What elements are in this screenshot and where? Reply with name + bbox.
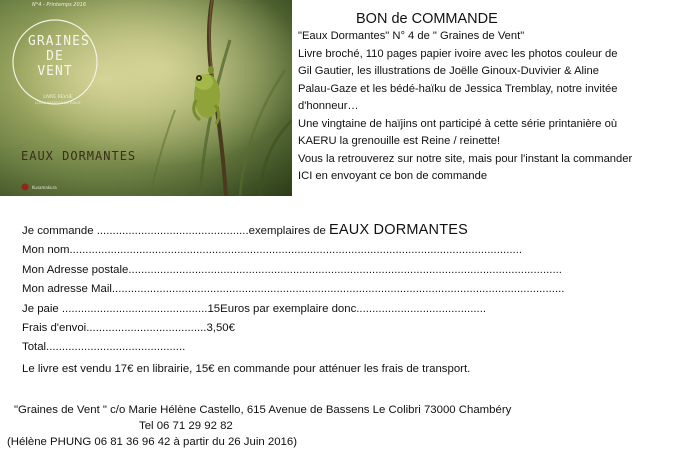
postal-address-field[interactable]: Mon Adresse postale......................................................................................................................................... xyxy=(22,263,562,276)
cover-edition: N°4 - Printemps 2016 xyxy=(32,2,87,8)
order-form xyxy=(22,221,564,379)
description-line: Vous la retrouverez sur notre site, mais pour l'instant la commander xyxy=(298,152,633,165)
contact-alt-phone: (Hélène PHUNG 06 81 36 96 42 à partir du 26 Juin 2016) xyxy=(7,436,298,448)
description-line: Palau-Gaze et les bédé-haïku de Jessica Tremblay, notre invitée xyxy=(298,82,618,95)
brand-line-1: GRAINES xyxy=(28,34,90,49)
cover-image xyxy=(0,0,292,196)
cover-issue-title: EAUX DORMANTES xyxy=(21,149,137,163)
email-field[interactable]: Mon adresse Mail............................................................................................................................................... xyxy=(22,283,565,296)
page-title: BON de COMMANDE xyxy=(356,11,498,27)
order-quantity-field[interactable] xyxy=(22,221,564,241)
cover-brand xyxy=(28,34,90,79)
description-line: d'honneur… xyxy=(298,100,359,112)
cover-publisher: Kusamakura xyxy=(32,185,57,190)
payment-field[interactable]: Je paie ..............................................15Euros par exemplaire donc......................................... xyxy=(22,302,487,315)
description-line: Livre broché, 110 pages papier ivoire avec les photos couleur de xyxy=(298,47,618,60)
contact-block xyxy=(7,402,512,450)
description-line: "Eaux Dormantes" N° 4 de " Graines de Vent" xyxy=(298,30,525,42)
shipping-fee: Frais d'envoi......................................3,50€ xyxy=(22,322,235,335)
order-prefix: Je commande ................................................exemplaires de xyxy=(22,225,330,237)
description-line: ICI en envoyant ce bon de commande xyxy=(298,170,488,182)
contact-address: "Graines de Vent " c/o Marie Hélène Castello, 615 Avenue de Bassens Le Colibri 73000 Chambéry xyxy=(14,404,512,416)
brand-line-3: VENT xyxy=(37,64,73,79)
description-line: KAERU la grenouille est Reine / reinette! xyxy=(298,135,501,147)
cover-subtitle: LIVRE REVUE xyxy=(43,95,73,100)
description-line: Une vingtaine de haïjins ont participé à cette série printanière où xyxy=(298,117,618,130)
price-note: Le livre est vendu 17€ en librairie, 15€ en commande pour atténuer les frais de transport. xyxy=(22,362,471,375)
brand-line-2: DE xyxy=(46,49,64,64)
contact-phone: Tel 06 71 29 92 82 xyxy=(139,420,233,432)
description xyxy=(298,28,673,186)
order-title: EAUX DORMANTES xyxy=(329,222,468,238)
cover-subtitle-author: LOUIS FREYSSE DE BIASE xyxy=(35,101,81,105)
name-field[interactable]: Mon nom............................................................................................................................................... xyxy=(22,244,523,257)
description-line: Gil Gautier, les illustrations de Joëlle Ginoux-Duvivier & Aline xyxy=(298,65,599,77)
total-field[interactable]: Total............................................ xyxy=(22,341,186,354)
